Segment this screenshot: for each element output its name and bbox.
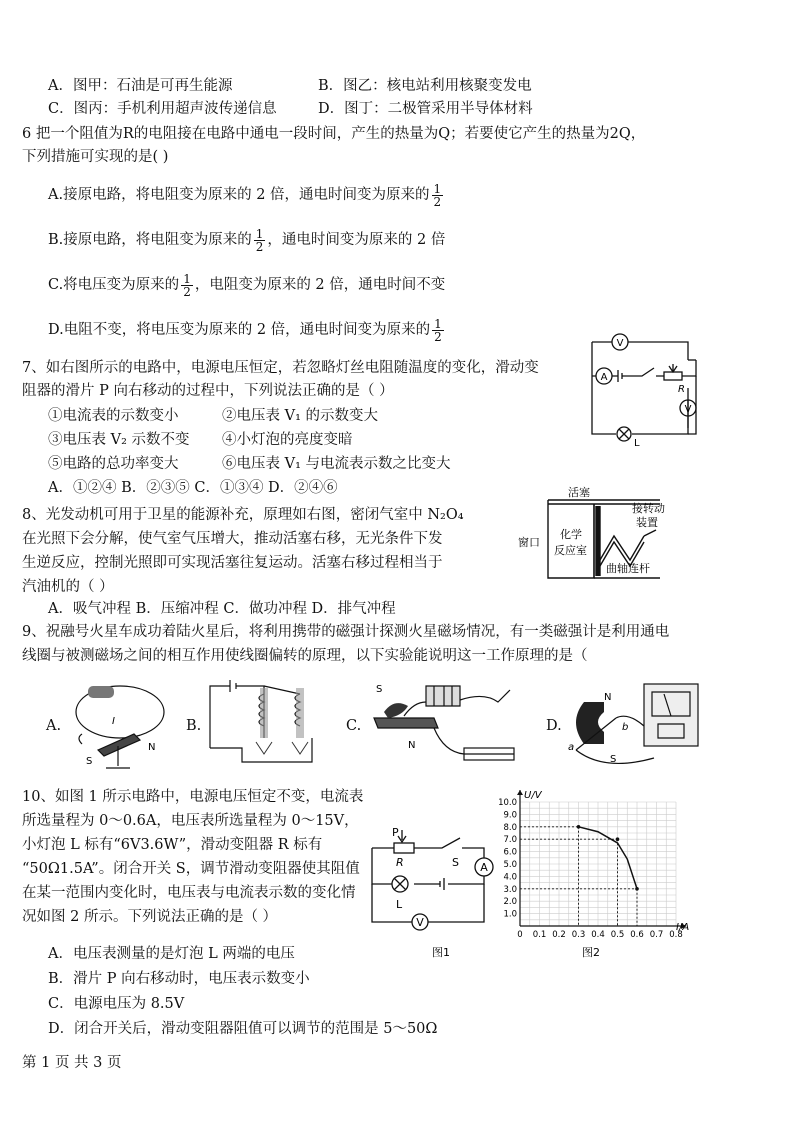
q8-crank-label: 曲轴连杆 [606,562,650,575]
q10-stem-2: 所选量程为 0～0.6A，电压表所选量程为 0～15V， [22,813,359,829]
q6-option-c: C.将电压变为原来的 $\frac{1}{2}$ ，电阻变为原来的 2 倍，通电时间不变 [48,271,446,299]
q5-option-c: C．图丙：手机利用超声波传递信息 [48,101,277,117]
fraction-half: $\frac{1}{2}$ [434,316,442,344]
q8-stem-1: 8、光发动机可用于卫星的能源补充，原理如右图，密闭气室中 N₂O₄ [22,507,464,523]
q10-slider-label: P [392,826,399,839]
x-tick-label: 0.8 [669,930,683,940]
q10-figure1-caption: 图1 [432,946,450,959]
q9-a-north-label: N [148,742,156,753]
q10-stem-5: 在某一范围内变化时，电压表与电流表示数的变化情 [22,885,356,901]
y-tick-label: 7.0 [503,835,517,846]
q10-stem-4: “50Ω1.5A”。闭合开关 S，调节滑动变阻器使其阻值 [22,861,360,877]
q10-ammeter-label: A [480,861,488,874]
iron-filings [256,742,308,754]
x-tick-label: 0 [517,930,523,940]
chart-grid [520,802,676,926]
x-tick-label: 0.6 [630,930,644,940]
y-tick-label: 10.0 [498,798,517,808]
q8-stem-3: 生逆反应，控制光照即可实现活塞往复运动。活塞右移过程相当于 [22,555,443,571]
q8-chamber-label-1: 化学 [560,528,582,541]
q9-current-label: I [112,716,115,727]
y-tick-label: 8.0 [503,822,517,833]
q7-statement-2: ②电压表 V₁ 的示数变大 [222,408,379,424]
q10-option-b: B．滑片 P 向右移动时，电压表示数变小 [48,971,310,987]
q9-d-a-label: a [568,742,575,753]
piston [596,506,600,576]
q7-rheostat-label: R [678,384,685,395]
q7-statement-5: ⑤电路的总功率变大 [48,456,179,472]
q7-voltmeter-v2-label: V [616,338,624,349]
q9-c-south-label: S [376,684,383,695]
chart-axes [517,790,686,929]
q9-option-c-label: C. [346,718,362,734]
q8-chamber-label-2: 反应室 [554,544,587,557]
q7-stem-1: 7、如右图所示的电路中，电源电压恒定，若忽略灯丝电阻随温度的变化，滑动变 [22,360,539,376]
y-tick-label: 9.0 [503,810,517,821]
q10-switch-label: S [452,856,459,869]
q9-d-b-label: b [622,722,629,733]
q5-option-d: D．图丁：二极管采用半导体材料 [318,101,533,117]
y-axis-arrow [517,790,523,795]
q9-option-a-figure [68,672,168,772]
x-tick-label: 0.4 [591,930,605,940]
q9-d-north-label: N [604,692,612,703]
q10-stem-6: 况如图 2 所示。下列说法正确的是（ ） [22,909,278,925]
q10-stem-1: 10、如图 1 所示电路中，电源电压恒定不变，电流表 [22,789,364,805]
data-point [616,837,620,841]
horseshoe-magnet [576,702,604,744]
q6-option-d: D.电阻不变，将电压变为原来的 2 倍，通电时间变为原来的 $\frac{1}{2}$ [48,316,442,344]
y-tick-label: 4.0 [503,872,517,883]
q10-option-d: D．闭合开关后，滑动变阻器阻值可以调节的范围是 5～50Ω [48,1021,438,1037]
q8-piston-label: 活塞 [568,486,590,499]
fraction-half: $\frac{1}{2}$ [255,226,264,254]
q10-option-a: A．电压表测量的是灯泡 L 两端的电压 [48,946,295,962]
q7-stem-2: 阻器的滑片 P 向右移动的过程中，下列说法正确的是（ ） [22,383,394,399]
y-tick-label: 5.0 [503,860,517,870]
q8-device-label-1: 接转动 [632,502,665,515]
iron-core [260,688,268,738]
y-tick-label: 3.0 [503,884,517,895]
q7-statement-1: ①电流表的示数变小 [48,408,179,424]
q5-option-b: B．图乙：核电站利用核聚变发电 [318,78,532,94]
q5-option-a: A．图甲：石油是可再生能源 [48,78,233,94]
q6-stem-1: 6 把一个阻值为R的电阻接在电路中通电一段时间，产生的热量为Q；若要使它产生的热量为2Q， [22,126,646,142]
x-tick-label: 0.2 [552,930,566,940]
q10-voltmeter-label: V [416,916,424,929]
iron-core [296,688,304,738]
x-tick-label: 0.5 [610,930,625,940]
q9-option-a-label: A. [46,718,62,734]
q10-rheostat-label: R [396,856,404,869]
page-footer: 第 1 页 共 3 页 [22,1055,122,1071]
fraction-half: $\frac{1}{2}$ [433,181,442,209]
q10-ui-chart [494,786,704,960]
q9-stem-1: 9、祝融号火星车成功着陆火星后，将利用携带的磁强计探测火星磁场情况，有一类磁强计是利用通电 [22,624,670,640]
q9-c-north-label: N [408,740,416,751]
q7-statement-3: ③电压表 V₂ 示数不变 [48,432,190,448]
x-tick-label: 0.1 [532,930,547,940]
q8-device-label-2: 装置 [636,516,658,529]
x-tick-label: 0.3 [571,930,586,940]
q10-lamp-label: L [396,898,403,911]
y-tick-label: 2.0 [503,897,517,908]
chart-guides [520,825,639,926]
q7-statement-4: ④小灯泡的亮度变暗 [222,432,353,448]
chart-ticks [498,798,683,940]
q7-options: A．①②④ B．②③⑤ C．①③④ D．②④⑥ [48,480,338,496]
q7-statement-6: ⑥电压表 V₁ 与电流表示数之比变大 [222,456,451,472]
q6-stem-2: 下列措施可实现的是( ) [22,149,169,165]
y-tick-label: 1.0 [503,909,517,920]
q9-stem-2: 线圈与被测磁场之间的相互作用使线圈偏转的原理，以下实验能说明这一工作原理的是（ [22,648,588,664]
q7-voltmeter-v1-label: V [684,404,692,415]
chart-x-axis-label: I/A [676,922,690,933]
q9-option-b-figure [204,678,324,768]
chart-y-axis-label: U/V [524,790,542,801]
q9-option-b-label: B. [186,718,202,734]
q9-option-d-figure [564,672,704,772]
q7-ammeter-label: A [600,372,608,383]
q8-options: A．吸气冲程 B．压缩冲程 C．做功冲程 D．排气冲程 [48,601,396,617]
q9-option-d-label: D. [546,718,562,734]
q8-light-engine-diagram [510,486,670,598]
q10-option-c: C．电源电压为 8.5V [48,996,185,1012]
q10-circuit-diagram [364,826,500,962]
q8-stem-2: 在光照下会分解，使气室气压增大，推动活塞右移，无光条件下发 [22,531,443,547]
q9-option-c-figure [364,672,524,772]
q8-window-label: 窗口 [518,536,540,549]
q7-circuit-diagram [584,328,710,452]
q7-lamp-label: L [634,438,640,449]
q10-stem-3: 小灯泡 L 标有“6V3.6W”，滑动变阻器 R 标有 [22,837,323,853]
q8-stem-4: 汽油机的（ ） [22,579,114,595]
q9-d-south-label: S [610,754,617,765]
x-tick-label: 0.7 [649,930,664,940]
fraction-half: $\frac{1}{2}$ [183,271,191,299]
q6-option-a: A.接原电路，将电阻变为原来的 2 倍，通电时间变为原来的 $\frac{1}{2}$ [48,181,442,209]
y-tick-label: 6.0 [503,847,517,858]
q9-a-south-label: S [86,756,93,767]
q6-option-b: B.接原电路，将电阻变为原来的 $\frac{1}{2}$ ，通电时间变为原来的 2 倍 [48,226,446,254]
battery [88,686,114,698]
q10-figure2-caption: 图2 [582,946,600,959]
